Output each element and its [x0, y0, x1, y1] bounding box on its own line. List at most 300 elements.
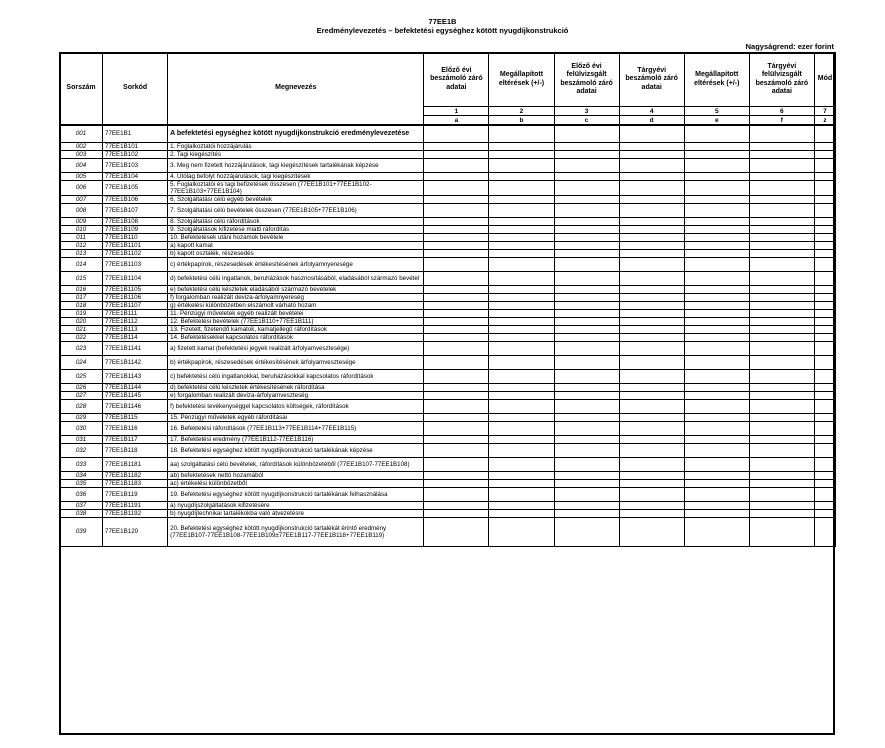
value-cell-col-2[interactable]: [489, 233, 554, 241]
value-cell-col-2[interactable]: [489, 285, 554, 293]
row-number: 039: [60, 517, 103, 546]
value-cell-col-3[interactable]: [554, 399, 619, 413]
value-cell-col-6[interactable]: [749, 369, 814, 383]
value-cell-col-2[interactable]: [489, 271, 554, 285]
value-cell-col-7[interactable]: [814, 333, 835, 341]
value-cell-col-6[interactable]: [749, 443, 814, 457]
value-cell-col-3[interactable]: [554, 257, 619, 271]
value-cell-col-3[interactable]: [554, 383, 619, 391]
row-number: 022: [60, 333, 103, 341]
table-row: [60, 142, 836, 150]
value-cell-col-2[interactable]: [489, 355, 554, 369]
value-cell-col-7[interactable]: [814, 435, 835, 443]
value-cell-col-3[interactable]: [554, 180, 619, 195]
value-cell-col-6[interactable]: [749, 399, 814, 413]
value-cell-col-3[interactable]: [554, 125, 619, 142]
row-number: 008: [60, 203, 103, 217]
value-cell-col-4[interactable]: [619, 293, 684, 301]
value-cell-col-6[interactable]: [749, 301, 814, 309]
value-cell-col-5[interactable]: [684, 225, 749, 233]
value-cell-col-6[interactable]: [749, 471, 814, 479]
value-cell-col-4[interactable]: [619, 158, 684, 172]
value-cell-col-4[interactable]: [619, 301, 684, 309]
value-cell-col-5[interactable]: [684, 517, 749, 546]
value-cell-col-1[interactable]: [424, 479, 489, 487]
value-cell-col-3[interactable]: [554, 285, 619, 293]
value-cell-col-4[interactable]: [619, 479, 684, 487]
value-cell-col-2[interactable]: [489, 158, 554, 172]
value-cell-col-6[interactable]: [749, 501, 814, 509]
value-cell-col-4[interactable]: [619, 369, 684, 383]
value-cell-col-5[interactable]: [684, 399, 749, 413]
value-cell-col-4[interactable]: [619, 333, 684, 341]
value-cell-col-4[interactable]: [619, 241, 684, 249]
value-cell-col-1[interactable]: [424, 413, 489, 421]
value-cell-col-5[interactable]: [684, 383, 749, 391]
value-cell-col-4[interactable]: [619, 501, 684, 509]
value-cell-col-2[interactable]: [489, 501, 554, 509]
value-cell-col-4[interactable]: [619, 249, 684, 257]
value-cell-col-7[interactable]: [814, 317, 835, 325]
value-cell-col-7[interactable]: [814, 355, 835, 369]
value-cell-col-4[interactable]: [619, 233, 684, 241]
value-cell-col-3[interactable]: [554, 293, 619, 301]
value-cell-col-3[interactable]: [554, 391, 619, 399]
value-cell-col-4[interactable]: [619, 341, 684, 355]
value-cell-col-5[interactable]: [684, 150, 749, 158]
value-cell-col-4[interactable]: [619, 355, 684, 369]
value-cell-col-5[interactable]: [684, 271, 749, 285]
value-cell-col-4[interactable]: [619, 195, 684, 203]
value-cell-col-2[interactable]: [489, 142, 554, 150]
value-cell-col-1[interactable]: [424, 142, 489, 150]
value-cell-col-4[interactable]: [619, 443, 684, 457]
value-cell-col-5[interactable]: [684, 195, 749, 203]
value-cell-col-6[interactable]: [749, 383, 814, 391]
value-cell-col-4[interactable]: [619, 203, 684, 217]
value-cell-col-2[interactable]: [489, 391, 554, 399]
value-cell-col-2[interactable]: [489, 249, 554, 257]
value-cell-col-6[interactable]: [749, 233, 814, 241]
value-cell-col-3[interactable]: [554, 271, 619, 285]
value-cell-col-7[interactable]: [814, 249, 835, 257]
value-cell-col-2[interactable]: [489, 413, 554, 421]
value-cell-col-7[interactable]: [814, 517, 835, 546]
value-cell-col-7[interactable]: [814, 158, 835, 172]
value-cell-col-4[interactable]: [619, 317, 684, 325]
value-cell-col-4[interactable]: [619, 391, 684, 399]
value-cell-col-3[interactable]: [554, 509, 619, 517]
value-cell-col-1[interactable]: [424, 457, 489, 471]
value-cell-col-6[interactable]: [749, 203, 814, 217]
value-cell-col-7[interactable]: [814, 142, 835, 150]
value-cell-col-7[interactable]: [814, 383, 835, 391]
row-name: 13. Fizetett, fizetendő kamatok, kamatjellegű ráfordítások: [168, 325, 424, 333]
value-cell-col-6[interactable]: [749, 413, 814, 421]
value-cell-col-6[interactable]: [749, 421, 814, 435]
value-cell-col-2[interactable]: [489, 341, 554, 355]
value-cell-col-6[interactable]: [749, 241, 814, 249]
value-cell-col-5[interactable]: [684, 435, 749, 443]
value-cell-col-6[interactable]: [749, 158, 814, 172]
value-cell-col-5[interactable]: [684, 285, 749, 293]
value-cell-col-4[interactable]: [619, 399, 684, 413]
row-name: d) befektetési célú készletek értékesítésének ráfordítása: [168, 383, 424, 391]
value-cell-col-2[interactable]: [489, 471, 554, 479]
value-cell-col-2[interactable]: [489, 399, 554, 413]
value-cell-col-5[interactable]: [684, 180, 749, 195]
value-cell-col-5[interactable]: [684, 158, 749, 172]
value-cell-col-7[interactable]: [814, 341, 835, 355]
value-cell-col-6[interactable]: [749, 325, 814, 333]
value-cell-col-5[interactable]: [684, 457, 749, 471]
value-cell-col-6[interactable]: [749, 217, 814, 225]
value-cell-col-7[interactable]: [814, 399, 835, 413]
value-cell-col-5[interactable]: [684, 369, 749, 383]
value-cell-col-3[interactable]: [554, 225, 619, 233]
value-cell-col-2[interactable]: [489, 293, 554, 301]
row-number: 036: [60, 487, 103, 501]
value-cell-col-2[interactable]: [489, 443, 554, 457]
value-cell-col-6[interactable]: [749, 355, 814, 369]
value-cell-col-4[interactable]: [619, 471, 684, 479]
row-code: 77EE1B111: [103, 309, 168, 317]
value-cell-col-1[interactable]: [424, 509, 489, 517]
value-cell-col-7[interactable]: [814, 217, 835, 225]
value-cell-col-1[interactable]: [424, 249, 489, 257]
value-cell-col-1[interactable]: [424, 443, 489, 457]
value-cell-col-7[interactable]: [814, 301, 835, 309]
value-cell-col-4[interactable]: [619, 150, 684, 158]
value-cell-col-7[interactable]: [814, 413, 835, 421]
value-cell-col-5[interactable]: [684, 413, 749, 421]
value-cell-col-6[interactable]: [749, 257, 814, 271]
value-cell-col-5[interactable]: [684, 301, 749, 309]
value-cell-col-3[interactable]: [554, 158, 619, 172]
value-cell-col-4[interactable]: [619, 125, 684, 142]
value-cell-col-2[interactable]: [489, 487, 554, 501]
value-cell-col-3[interactable]: [554, 471, 619, 479]
value-cell-col-5[interactable]: [684, 233, 749, 241]
value-cell-col-5[interactable]: [684, 125, 749, 142]
value-cell-col-6[interactable]: [749, 391, 814, 399]
value-cell-col-7[interactable]: [814, 457, 835, 471]
value-cell-col-2[interactable]: [489, 125, 554, 142]
value-cell-col-7[interactable]: [814, 293, 835, 301]
value-cell-col-7[interactable]: [814, 309, 835, 317]
value-cell-col-3[interactable]: [554, 195, 619, 203]
value-cell-col-4[interactable]: [619, 421, 684, 435]
value-cell-col-7[interactable]: [814, 180, 835, 195]
value-cell-col-7[interactable]: [814, 285, 835, 293]
value-cell-col-6[interactable]: [749, 317, 814, 325]
col-number-7: 7: [814, 107, 835, 116]
row-number: 007: [60, 195, 103, 203]
value-cell-col-6[interactable]: [749, 142, 814, 150]
value-cell-col-3[interactable]: [554, 150, 619, 158]
value-cell-col-7[interactable]: [814, 125, 835, 142]
value-cell-col-7[interactable]: [814, 501, 835, 509]
value-cell-col-2[interactable]: [489, 457, 554, 471]
value-cell-col-2[interactable]: [489, 172, 554, 180]
value-cell-col-4[interactable]: [619, 217, 684, 225]
value-cell-col-7[interactable]: [814, 172, 835, 180]
value-cell-col-3[interactable]: [554, 487, 619, 501]
value-cell-col-3[interactable]: [554, 142, 619, 150]
value-cell-col-5[interactable]: [684, 142, 749, 150]
value-cell-col-5[interactable]: [684, 479, 749, 487]
value-cell-col-7[interactable]: [814, 509, 835, 517]
value-cell-col-7[interactable]: [814, 150, 835, 158]
value-cell-col-3[interactable]: [554, 501, 619, 509]
value-cell-col-2[interactable]: [489, 435, 554, 443]
value-cell-col-6[interactable]: [749, 293, 814, 301]
value-cell-col-2[interactable]: [489, 325, 554, 333]
value-cell-col-1[interactable]: [424, 435, 489, 443]
value-cell-col-5[interactable]: [684, 333, 749, 341]
value-cell-col-2[interactable]: [489, 257, 554, 271]
value-cell-col-2[interactable]: [489, 309, 554, 317]
value-cell-col-2[interactable]: [489, 217, 554, 225]
value-cell-col-2[interactable]: [489, 383, 554, 391]
value-cell-col-1[interactable]: [424, 180, 489, 195]
value-cell-col-6[interactable]: [749, 125, 814, 142]
value-cell-col-1[interactable]: [424, 293, 489, 301]
value-cell-col-7[interactable]: [814, 325, 835, 333]
value-cell-col-7[interactable]: [814, 195, 835, 203]
value-cell-col-3[interactable]: [554, 355, 619, 369]
value-cell-col-5[interactable]: [684, 443, 749, 457]
value-cell-col-5[interactable]: [684, 309, 749, 317]
value-cell-col-6[interactable]: [749, 435, 814, 443]
table-row: [60, 355, 836, 369]
value-cell-col-5[interactable]: [684, 203, 749, 217]
value-cell-col-1[interactable]: [424, 203, 489, 217]
value-cell-col-7[interactable]: [814, 203, 835, 217]
value-cell-col-3[interactable]: [554, 369, 619, 383]
value-cell-col-5[interactable]: [684, 293, 749, 301]
value-cell-col-7[interactable]: [814, 369, 835, 383]
value-cell-col-6[interactable]: [749, 487, 814, 501]
value-cell-col-2[interactable]: [489, 517, 554, 546]
value-cell-col-3[interactable]: [554, 333, 619, 341]
value-cell-col-1[interactable]: [424, 487, 489, 501]
value-cell-col-4[interactable]: [619, 257, 684, 271]
value-cell-col-2[interactable]: [489, 241, 554, 249]
value-cell-col-4[interactable]: [619, 142, 684, 150]
value-cell-col-2[interactable]: [489, 479, 554, 487]
value-cell-col-6[interactable]: [749, 333, 814, 341]
value-cell-col-6[interactable]: [749, 249, 814, 257]
value-cell-col-1[interactable]: [424, 257, 489, 271]
value-cell-col-5[interactable]: [684, 317, 749, 325]
value-cell-col-5[interactable]: [684, 341, 749, 355]
value-cell-col-1[interactable]: [424, 172, 489, 180]
value-cell-col-3[interactable]: [554, 203, 619, 217]
value-cell-col-7[interactable]: [814, 271, 835, 285]
value-cell-col-7[interactable]: [814, 233, 835, 241]
value-cell-col-3[interactable]: [554, 421, 619, 435]
value-cell-col-3[interactable]: [554, 317, 619, 325]
value-cell-col-6[interactable]: [749, 285, 814, 293]
value-cell-col-2[interactable]: [489, 195, 554, 203]
value-cell-col-7[interactable]: [814, 391, 835, 399]
row-code: 77EE1B1181: [103, 457, 168, 471]
value-cell-col-4[interactable]: [619, 271, 684, 285]
value-cell-col-5[interactable]: [684, 471, 749, 479]
value-cell-col-2[interactable]: [489, 369, 554, 383]
value-cell-col-7[interactable]: [814, 257, 835, 271]
value-cell-col-6[interactable]: [749, 271, 814, 285]
row-number: 029: [60, 413, 103, 421]
value-cell-col-6[interactable]: [749, 457, 814, 471]
row-name: g) értékelési különbözetben elszámolt várható hozam: [168, 301, 424, 309]
row-code: 77EE1B1106: [103, 293, 168, 301]
value-cell-col-6[interactable]: [749, 517, 814, 546]
value-cell-col-2[interactable]: [489, 333, 554, 341]
value-cell-col-5[interactable]: [684, 172, 749, 180]
value-cell-col-4[interactable]: [619, 309, 684, 317]
value-cell-col-6[interactable]: [749, 509, 814, 517]
value-cell-col-7[interactable]: [814, 479, 835, 487]
value-cell-col-7[interactable]: [814, 241, 835, 249]
value-cell-col-1[interactable]: [424, 391, 489, 399]
value-cell-col-2[interactable]: [489, 301, 554, 309]
value-cell-col-5[interactable]: [684, 421, 749, 435]
value-cell-col-6[interactable]: [749, 225, 814, 233]
value-cell-col-5[interactable]: [684, 509, 749, 517]
value-cell-col-3[interactable]: [554, 249, 619, 257]
value-cell-col-4[interactable]: [619, 457, 684, 471]
value-cell-col-4[interactable]: [619, 509, 684, 517]
value-cell-col-1[interactable]: [424, 471, 489, 479]
value-cell-col-6[interactable]: [749, 195, 814, 203]
value-cell-col-1[interactable]: [424, 309, 489, 317]
value-cell-col-1[interactable]: [424, 501, 489, 509]
value-cell-col-1[interactable]: [424, 271, 489, 285]
row-code: 77EE1B103: [103, 158, 168, 172]
value-cell-col-1[interactable]: [424, 225, 489, 233]
table-row: [60, 217, 836, 225]
row-code: 77EE1B1192: [103, 509, 168, 517]
value-cell-col-1[interactable]: [424, 158, 489, 172]
value-cell-col-2[interactable]: [489, 509, 554, 517]
value-cell-col-5[interactable]: [684, 355, 749, 369]
value-cell-col-6[interactable]: [749, 150, 814, 158]
value-cell-col-3[interactable]: [554, 435, 619, 443]
value-cell-col-5[interactable]: [684, 241, 749, 249]
value-cell-col-3[interactable]: [554, 325, 619, 333]
value-cell-col-3[interactable]: [554, 479, 619, 487]
value-cell-col-3[interactable]: [554, 413, 619, 421]
value-cell-col-7[interactable]: [814, 443, 835, 457]
row-number: 031: [60, 435, 103, 443]
value-cell-col-5[interactable]: [684, 325, 749, 333]
row-code: 77EE1B119: [103, 487, 168, 501]
value-cell-col-1[interactable]: [424, 421, 489, 435]
row-number: 032: [60, 443, 103, 457]
value-cell-col-4[interactable]: [619, 285, 684, 293]
value-cell-col-1[interactable]: [424, 285, 489, 293]
value-cell-col-3[interactable]: [554, 341, 619, 355]
value-cell-col-4[interactable]: [619, 383, 684, 391]
value-cell-col-2[interactable]: [489, 150, 554, 158]
value-cell-col-1[interactable]: [424, 150, 489, 158]
value-cell-col-6[interactable]: [749, 309, 814, 317]
value-cell-col-1[interactable]: [424, 217, 489, 225]
value-cell-col-4[interactable]: [619, 225, 684, 233]
value-cell-col-1[interactable]: [424, 241, 489, 249]
value-cell-col-5[interactable]: [684, 487, 749, 501]
value-cell-col-3[interactable]: [554, 172, 619, 180]
value-cell-col-1[interactable]: [424, 399, 489, 413]
value-cell-col-3[interactable]: [554, 457, 619, 471]
value-cell-col-7[interactable]: [814, 471, 835, 479]
value-cell-col-7[interactable]: [814, 225, 835, 233]
value-cell-col-4[interactable]: [619, 413, 684, 421]
value-cell-col-2[interactable]: [489, 225, 554, 233]
value-cell-col-6[interactable]: [749, 341, 814, 355]
value-cell-col-3[interactable]: [554, 233, 619, 241]
value-cell-col-1[interactable]: [424, 125, 489, 142]
value-cell-col-1[interactable]: [424, 369, 489, 383]
value-cell-col-2[interactable]: [489, 421, 554, 435]
value-cell-col-3[interactable]: [554, 443, 619, 457]
value-cell-col-6[interactable]: [749, 172, 814, 180]
value-cell-col-5[interactable]: [684, 217, 749, 225]
row-number: 035: [60, 479, 103, 487]
value-cell-col-5[interactable]: [684, 249, 749, 257]
value-cell-col-1[interactable]: [424, 383, 489, 391]
value-cell-col-7[interactable]: [814, 421, 835, 435]
value-cell-col-3[interactable]: [554, 301, 619, 309]
value-cell-col-6[interactable]: [749, 180, 814, 195]
value-cell-col-1[interactable]: [424, 325, 489, 333]
value-cell-col-2[interactable]: [489, 317, 554, 325]
value-cell-col-4[interactable]: [619, 517, 684, 546]
row-code: 77EE1B1141: [103, 341, 168, 355]
value-cell-col-1[interactable]: [424, 333, 489, 341]
value-cell-col-1[interactable]: [424, 517, 489, 546]
value-cell-col-1[interactable]: [424, 355, 489, 369]
value-cell-col-7[interactable]: [814, 487, 835, 501]
value-cell-col-5[interactable]: [684, 391, 749, 399]
row-name: aa) szolgáltatási célú bevételek, ráfordítások különbözetéből (77EE1B107-77EE1B108): [168, 457, 424, 471]
value-cell-col-4[interactable]: [619, 172, 684, 180]
value-cell-col-4[interactable]: [619, 325, 684, 333]
value-cell-col-4[interactable]: [619, 180, 684, 195]
value-cell-col-4[interactable]: [619, 487, 684, 501]
row-code: 77EE1B1191: [103, 501, 168, 509]
value-cell-col-1[interactable]: [424, 195, 489, 203]
value-cell-col-1[interactable]: [424, 301, 489, 309]
value-cell-col-1[interactable]: [424, 233, 489, 241]
value-cell-col-6[interactable]: [749, 479, 814, 487]
value-cell-col-2[interactable]: [489, 203, 554, 217]
value-cell-col-5[interactable]: [684, 501, 749, 509]
value-cell-col-1[interactable]: [424, 341, 489, 355]
value-cell-col-5[interactable]: [684, 257, 749, 271]
row-code: 77EE1B1101: [103, 241, 168, 249]
value-cell-col-4[interactable]: [619, 435, 684, 443]
value-cell-col-3[interactable]: [554, 517, 619, 546]
value-cell-col-2[interactable]: [489, 180, 554, 195]
row-name: 1. Foglalkoztatói hozzájárulás: [168, 142, 424, 150]
value-cell-col-3[interactable]: [554, 241, 619, 249]
value-cell-col-3[interactable]: [554, 309, 619, 317]
value-cell-col-3[interactable]: [554, 217, 619, 225]
value-cell-col-1[interactable]: [424, 317, 489, 325]
